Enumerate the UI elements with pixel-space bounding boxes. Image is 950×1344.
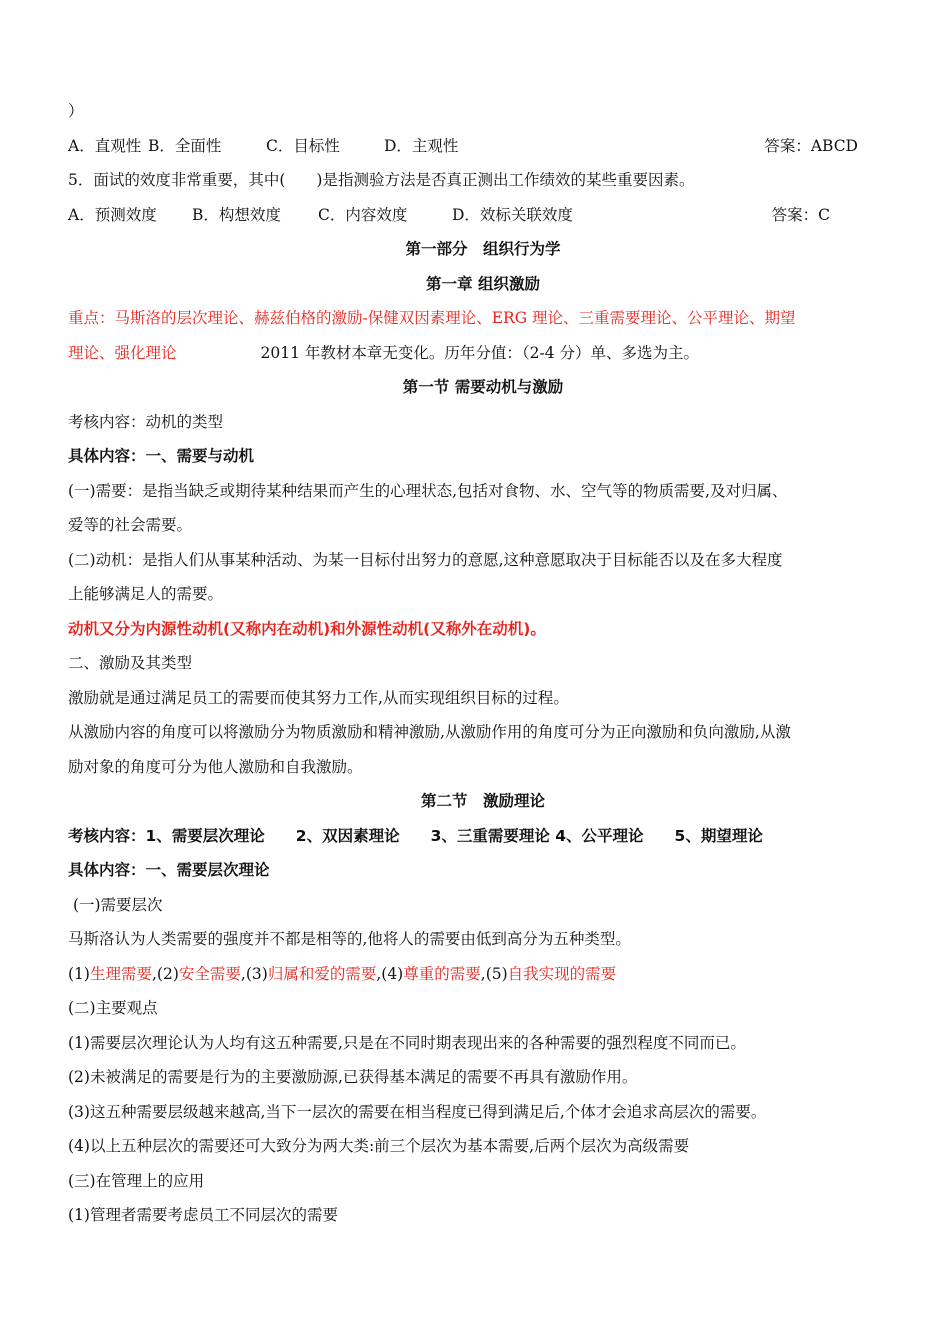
motive-types: 动机又分为内源性动机(又称内在动机)和外源性动机(又称外在动机)。 <box>68 619 546 638</box>
section-1-content-heading: 具体内容：一、需要与动机 <box>68 447 255 465</box>
main-view-3: (3)这五种需要层级越来越高,当下一层次的需要在相当程度已得到满足后,个体才会追求高层次的需要。 <box>68 1102 767 1121</box>
management-application-heading: (三)在管理上的应用 <box>68 1171 205 1190</box>
option-c: C．内容效度 <box>318 205 408 224</box>
option-b: B．构想效度 <box>192 205 281 224</box>
management-application-1: (1)管理者需要考虑员工不同层次的需要 <box>68 1206 338 1224</box>
need-safety: 安全需要 <box>178 964 241 983</box>
option-d: D．效标关联效度 <box>452 205 573 224</box>
option-b: B．全面性 <box>148 136 222 155</box>
key-points-note: 2011 年教材本章无变化。历年分值：（2-4 分）单、多选为主。 <box>260 343 700 362</box>
question-4-tail: ） <box>68 102 84 120</box>
question-5-text: 5．面试的效度非常重要，其中( )是指测验方法是否真正测出工作绩效的某些重要因素。 <box>68 171 695 189</box>
need-physiological: 生理需要 <box>89 964 152 983</box>
key-points-line-1: 重点：马斯洛的层次理论、赫兹伯格的激励-保健双因素理论、ERG 理论、三重需要理论、公平理论、期望 <box>68 309 796 327</box>
document-page <box>68 94 898 1233</box>
question-5-options <box>68 198 898 233</box>
need-levels-heading: (一)需要层次 <box>72 895 163 914</box>
section-1-title: 第一节 需要动机与激励 <box>402 378 564 396</box>
question-4-answer: 答案：ABCD <box>764 136 858 155</box>
motive-definition-line-1: (二)动机：是指人们从事某种活动、为某一目标付出努力的意愿,这种意愿取决于目标能否以及在多大程度 <box>68 550 783 569</box>
option-c: C．目标性 <box>266 136 340 155</box>
main-view-4: (4)以上五种层次的需要还可大致分为两大类:前三个层次为基本需要,后两个层次为高级需要 <box>68 1137 690 1155</box>
question-5-answer: 答案：C <box>771 205 830 224</box>
question-4-options <box>68 129 898 164</box>
section-2-content-heading: 具体内容：一、需要层次理论 <box>68 861 270 879</box>
key-points-red-text: 理论、强化理论 <box>68 343 177 362</box>
need-self-actualization: 自我实现的需要 <box>507 964 617 983</box>
incentive-definition: 激励就是通过满足员工的需要而使其努力工作,从而实现组织目标的过程。 <box>68 688 569 707</box>
motive-definition-line-2: 上能够满足人的需要。 <box>68 585 224 603</box>
need-definition-line-1: (一)需要：是指当缺乏或期待某种结果而产生的心理状态,包括对食物、水、空气等的物质需要,及对归属、 <box>68 481 788 500</box>
five-needs-list: (1)生理需要,(2)安全需要,(3)归属和爱的需要,(4)尊重的需要,(5)自我实现的需要 <box>68 964 617 983</box>
option-a: A．直观性 <box>68 136 142 155</box>
need-belonging-love: 归属和爱的需要 <box>267 964 377 983</box>
main-view-1: (1)需要层次理论认为人均有这五种需要,只是在不同时期表现出来的各种需要的强烈程度不同而已。 <box>68 1033 746 1052</box>
section-1-exam-content: 考核内容：动机的类型 <box>68 412 224 431</box>
main-views-heading: (二)主要观点 <box>68 999 158 1017</box>
option-d: D．主观性 <box>384 136 459 155</box>
maslow-statement: 马斯洛认为人类需要的强度并不都是相等的,他将人的需要由低到高分为五种类型。 <box>68 930 631 948</box>
part-title: 第一部分 组织行为学 <box>405 240 561 258</box>
main-view-2: (2)未被满足的需要是行为的主要激励源,已获得基本满足的需要不再具有激励作用。 <box>68 1068 638 1086</box>
need-esteem: 尊重的需要 <box>403 964 481 983</box>
key-points-line-2 <box>68 336 898 371</box>
section-2-title: 第二节 激励理论 <box>420 792 545 810</box>
incentive-types-line-1: 从激励内容的角度可以将激励分为物质激励和精神激励,从激励作用的角度可分为正向激励和负向激励,从激 <box>68 723 791 741</box>
incentive-heading: 二、激励及其类型 <box>68 654 193 672</box>
incentive-types-line-2: 励对象的角度可分为他人激励和自我激励。 <box>68 757 363 776</box>
option-a: A．预测效度 <box>68 205 157 224</box>
section-2-exam-content: 考核内容：1、需要层次理论 2、双因素理论 3、三重需要理论 4、公平理论 5、期望理论 <box>68 826 763 845</box>
chapter-title: 第一章 组织激励 <box>426 274 540 293</box>
need-definition-line-2: 爱等的社会需要。 <box>68 516 193 534</box>
